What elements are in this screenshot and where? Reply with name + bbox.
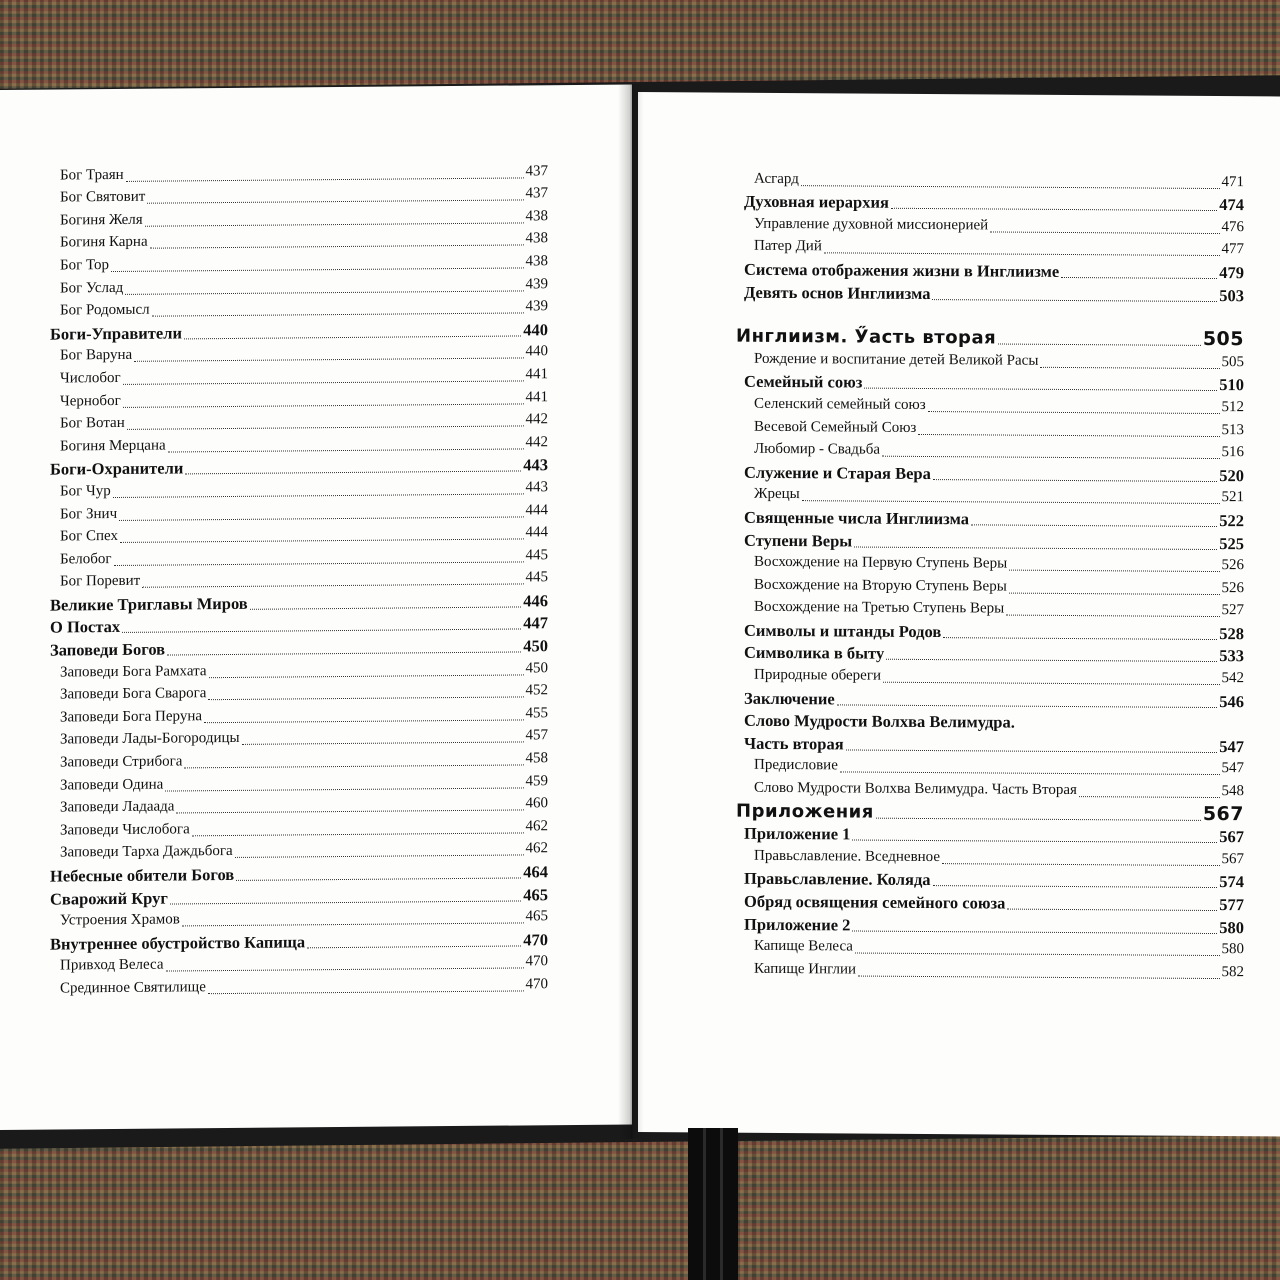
toc-entry-title: Великие Триглавы Миров <box>50 593 248 615</box>
toc-entry-page: 533 <box>1219 646 1244 666</box>
toc-entry-title: Заповеди Бога Перуна <box>60 708 203 726</box>
toc-entry-title: Заповеди Стрибога <box>60 753 183 771</box>
toc-entry-title: Часть вторая <box>744 733 844 754</box>
toc-entry-title: Привход Велеса <box>60 956 164 974</box>
toc-entry-page: 512 <box>1221 399 1244 416</box>
toc-entry-title: Правьславление. Коляда <box>744 869 931 890</box>
toc-entry-title: Восхождение на Вторую Ступень Веры <box>754 576 1007 595</box>
toc-entry-page: 582 <box>1221 963 1244 981</box>
toc-entry-title: Капище Велеса <box>754 937 853 955</box>
toc-entry-title: Система отображения жизни в Инглиизме <box>744 259 1060 281</box>
toc-entry-title: Заключение <box>744 688 835 709</box>
toc-entry-page: 580 <box>1219 917 1244 937</box>
toc-leader <box>1079 795 1220 798</box>
toc-entry-title: Предисловие <box>754 757 838 774</box>
toc-entry-title: Священные числа Инглиизма <box>744 507 969 529</box>
toc-entry-title: Заповеди Богов <box>50 639 166 660</box>
toc-entry-title: Селенский семейный союз <box>754 395 926 413</box>
toc-entry-page: 439 <box>525 298 548 315</box>
toc-entry-page: 546 <box>1219 691 1244 711</box>
toc-entry-title: Заповеди Тарха Даждьбога <box>60 843 233 861</box>
toc-entry-title: Природные обереги <box>754 666 882 684</box>
toc-entry-page: 505 <box>1221 353 1244 370</box>
toc-entry-title: Восхождение на Первую Ступень Веры <box>754 553 1008 572</box>
toc-entry-title: Бог Тор <box>60 257 110 274</box>
toc-entry-title: Заповеди Бога Рамхата <box>60 662 207 681</box>
toc-entry-title: Устроения Храмов <box>60 911 180 929</box>
toc-entry-page: 471 <box>1221 173 1244 190</box>
toc-entry-title: Патер Дий <box>754 238 822 255</box>
left-page <box>0 84 632 1130</box>
toc-right <box>736 165 1244 981</box>
toc-entry-page: 459 <box>525 772 548 790</box>
toc-entry-title: Внутреннее обустройство Капища <box>50 932 306 954</box>
toc-entry-title: Богиня Желя <box>60 211 143 229</box>
toc-leader <box>990 230 1219 234</box>
toc-entry-title: Заповеди Бога Сварога <box>60 685 207 703</box>
toc-leader <box>998 343 1201 346</box>
toc-leader <box>1009 591 1220 594</box>
toc-entry-title: Асгард <box>754 170 799 187</box>
toc-entry-title: Боги-Управители <box>50 323 182 344</box>
toc-entry-page: 455 <box>525 705 548 722</box>
toc-entry-page: 470 <box>523 929 548 950</box>
toc-entry-title: Служение и Старая Вера <box>744 462 931 483</box>
toc-entry-page: 520 <box>1219 465 1244 485</box>
toc-entry-page: 516 <box>1221 444 1244 461</box>
toc-entry-page: 445 <box>525 546 548 564</box>
toc-entry-title: Заповеди Числобога <box>60 821 190 839</box>
toc-entry-title: Обряд освящения семейного союза <box>744 891 1006 913</box>
toc-entry-page: 462 <box>525 818 548 835</box>
toc-entry-page: 567 <box>1202 802 1244 825</box>
toc-entry-title: Капище Инглии <box>754 960 857 978</box>
toc-entry-page: 457 <box>525 727 548 744</box>
toc-entry-page: 462 <box>525 840 548 857</box>
toc-leader <box>1006 614 1219 617</box>
toc-entry-page: 505 <box>1202 328 1244 351</box>
toc-entry-page: 470 <box>525 976 548 993</box>
toc-entry-page: 438 <box>525 207 548 225</box>
toc-entry-page: 447 <box>523 613 548 633</box>
toc-entry-page: 525 <box>1219 533 1244 553</box>
toc-entry-title: Приложения <box>736 800 874 823</box>
toc-entry-title: Заповеди Ладаада <box>60 798 175 816</box>
toc-entry-page: 577 <box>1219 895 1244 915</box>
toc-entry-title: Приложение 1 <box>744 823 851 844</box>
toc-entry-page: 465 <box>525 908 548 925</box>
toc-entry-page: 465 <box>523 884 548 905</box>
toc-entry-page: 452 <box>525 682 548 699</box>
toc-leader <box>1061 276 1217 279</box>
toc-leader <box>858 974 1219 979</box>
toc-entry-page: 442 <box>525 411 548 428</box>
toc-entry-page: 503 <box>1219 285 1244 305</box>
toc-entry-page: 547 <box>1221 760 1244 777</box>
toc-entry-title: Бог Поревит <box>60 573 141 590</box>
toc-entry-title: Богиня Мерцана <box>60 437 166 455</box>
toc-entry-title: Бог Святовит <box>60 188 146 206</box>
toc-entry <box>42 971 548 998</box>
toc-entry-page: 522 <box>1219 510 1244 531</box>
toc-entry-page: 443 <box>525 479 548 496</box>
toc-entry <box>736 955 1244 981</box>
toc-entry-title: Бог Траян <box>60 166 124 184</box>
toc-entry-title: Девять основ Инглиизма <box>744 282 931 303</box>
toc-entry-page: 438 <box>525 253 548 270</box>
toc-entry-page: 526 <box>1221 557 1244 574</box>
toc-entry-title: Приложение 2 <box>744 914 851 935</box>
toc-entry-page: 450 <box>525 659 548 677</box>
toc-entry-title: Жрецы <box>754 486 800 503</box>
toc-entry-page: 460 <box>525 795 548 812</box>
toc-entry-page: 474 <box>1219 195 1244 215</box>
toc-entry-title: Бог Родомысл <box>60 301 150 319</box>
toc-entry-title: Сварожий Круг <box>50 888 168 909</box>
toc-entry-title: Управление духовной миссионерией <box>754 215 989 234</box>
toc-entry-page: 441 <box>525 388 548 405</box>
toc-entry-title: Заповеди Одина <box>60 776 164 794</box>
toc-entry-title: Бог Знич <box>60 505 118 522</box>
toc-entry-title: Бог Вотан <box>60 415 125 432</box>
toc-entry-page: 548 <box>1221 783 1244 800</box>
toc-entry-title: Богиня Карна <box>60 234 148 251</box>
toc-entry-title: Заповеди Лады-Богородицы <box>60 730 240 748</box>
toc-entry-page: 444 <box>525 524 548 541</box>
toc-entry-page: 528 <box>1219 623 1244 644</box>
toc-leader <box>1009 569 1219 572</box>
toc-entry-title: Боги-Охранители <box>50 458 184 479</box>
toc-entry-page: 438 <box>525 230 548 247</box>
toc-entry-page: 437 <box>525 185 548 202</box>
toc-entry-page: 479 <box>1219 263 1244 283</box>
toc-entry-title: Небесные обители Богов <box>50 864 235 886</box>
toc-entry-page: 513 <box>1221 421 1244 438</box>
toc-entry-title: Бог Чур <box>60 482 111 500</box>
toc-entry-page: 470 <box>525 953 548 970</box>
toc-entry-page: 510 <box>1219 375 1244 395</box>
toc-entry-title: Символика в быту <box>744 643 885 664</box>
toc-entry-page: 443 <box>523 455 548 475</box>
toc-entry-page: 442 <box>525 433 548 451</box>
toc-leader <box>208 989 524 994</box>
toc-entry-page: 450 <box>523 636 548 656</box>
toc-entry-page: 440 <box>523 319 548 340</box>
toc-entry-page: 437 <box>525 162 548 180</box>
toc-entry-title: Бог Спех <box>60 528 119 545</box>
toc-entry-title: Слово Мудрости Волхва Велимудра. Часть Вторая <box>754 779 1077 799</box>
toc-entry-page: 574 <box>1219 872 1244 892</box>
toc-entry-page: 567 <box>1219 827 1244 847</box>
toc-entry-title: Бог Услад <box>60 279 124 297</box>
toc-entry-title: Слово Мудрости Волхва Велимудра. <box>744 710 1015 732</box>
toc-entry-title: Чернобог <box>60 392 121 410</box>
toc-entry-page: 547 <box>1219 736 1244 757</box>
bookmark-ribbon <box>688 1128 738 1280</box>
toc-entry-page: 441 <box>525 366 548 383</box>
toc-entry-title: Ступени Веры <box>744 530 853 550</box>
toc-entry-title: Семейный союз <box>744 372 863 392</box>
toc-entry-page: 464 <box>523 862 548 882</box>
toc-entry-page: 446 <box>523 591 548 611</box>
toc-entry-title: Символы и штанды Родов <box>744 620 942 641</box>
right-page <box>638 92 1280 1136</box>
toc-entry-title: Рождение и воспитание детей Великой Расы <box>754 350 1039 369</box>
toc-entry-page: 445 <box>525 569 548 586</box>
toc-entry-title: Белобог <box>60 550 112 568</box>
toc-entry-page: 580 <box>1221 941 1244 958</box>
toc-entry-page: 477 <box>1221 241 1244 258</box>
toc-entry-title: Духовная иерархия <box>744 191 889 212</box>
toc-entry-title: Правьславление. Вседневное <box>754 847 941 865</box>
toc-entry-title: Инглиизм. Ӳасть вторая <box>736 325 997 349</box>
toc-leader <box>1007 908 1217 911</box>
toc-entry-title: Восхождение на Третью Ступень Веры <box>754 599 1005 617</box>
toc-entry-page: 439 <box>525 275 548 292</box>
toc-entry-page: 458 <box>525 750 548 767</box>
toc-entry-title: Бог Варуна <box>60 347 133 364</box>
toc-leader <box>932 298 1217 302</box>
toc-entry-page: 440 <box>525 343 548 360</box>
toc-entry-title: Числобог <box>60 369 121 387</box>
toc-entry <box>736 278 1244 304</box>
toc-entry-title: Любомир - Свадьба <box>754 440 881 458</box>
toc-leader <box>971 523 1217 527</box>
toc-entry-page: 526 <box>1221 579 1244 596</box>
toc-entry-page: 527 <box>1221 602 1244 619</box>
toc-entry-title: Весевой Семейный Союз <box>754 418 917 436</box>
toc-entry-page: 476 <box>1221 218 1244 236</box>
toc-entry-page: 521 <box>1221 489 1244 506</box>
toc-entry-title: Срединное Святилище <box>60 979 206 997</box>
toc-entry-page: 444 <box>525 501 548 518</box>
toc-entry-page: 542 <box>1221 670 1244 687</box>
toc-entry-page: 567 <box>1221 850 1244 868</box>
toc-leader <box>1040 366 1219 369</box>
toc-left <box>42 157 548 997</box>
toc-entry-title: О Постах <box>50 617 121 638</box>
